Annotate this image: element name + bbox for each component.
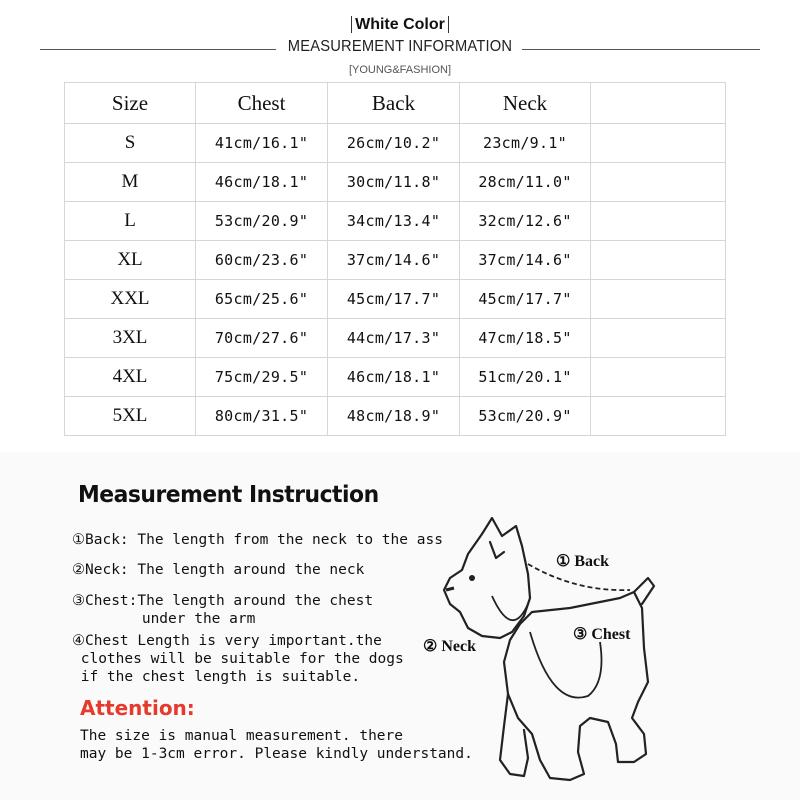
back-cell: 26cm/10.2" — [328, 124, 460, 163]
column-header-empty — [591, 83, 726, 124]
attention-text: The size is manual measurement. there may be 1-3cm error. Please kindly understand. — [80, 728, 473, 762]
neck-cell: 47cm/18.5" — [460, 319, 591, 358]
back-cell: 30cm/11.8" — [328, 163, 460, 202]
dog-nose — [446, 588, 454, 590]
empty-cell — [591, 163, 726, 202]
size-chart-table — [64, 82, 726, 436]
chest-cell: 46cm/18.1" — [196, 163, 328, 202]
diagram-neck-label: ② Neck — [423, 638, 476, 655]
instruction-title: Measurement Instruction — [78, 482, 379, 508]
page-title: MEASUREMENT INFORMATION — [287, 38, 513, 55]
instruction-chest-length: ④Chest Length is very important.the clothes will be suitable for the dogs if the chest length is suitable. — [72, 633, 404, 685]
empty-cell — [591, 241, 726, 280]
back-cell: 45cm/17.7" — [328, 280, 460, 319]
chest-cell: 65cm/25.6" — [196, 280, 328, 319]
back-cell: 44cm/17.3" — [328, 319, 460, 358]
size-cell: L — [65, 202, 196, 241]
size-cell: S — [65, 124, 196, 163]
back-cell: 34cm/13.4" — [328, 202, 460, 241]
column-header-size: Size — [65, 83, 196, 124]
size-cell: 3XL — [65, 319, 196, 358]
back-cell: 37cm/14.6" — [328, 241, 460, 280]
instruction-neck: ②Neck: The length around the neck — [72, 562, 365, 578]
instruction-back: ①Back: The length from the neck to the ass — [72, 532, 443, 548]
table-row — [65, 124, 726, 163]
empty-cell — [591, 280, 726, 319]
heading-rule-right — [522, 49, 760, 50]
measurement-heading — [40, 38, 760, 62]
dog-eye — [469, 575, 475, 581]
table-row — [65, 241, 726, 280]
table-row — [65, 163, 726, 202]
dog-outline-illustration — [420, 512, 680, 802]
empty-cell — [591, 358, 726, 397]
column-header-back: Back — [328, 83, 460, 124]
diagram-back-label: ① Back — [556, 553, 610, 570]
color-label — [0, 16, 800, 34]
chest-cell: 60cm/23.6" — [196, 241, 328, 280]
page-subtitle: [YOUNG&FASHION] — [348, 64, 452, 76]
table-row — [65, 202, 726, 241]
chest-cell: 41cm/16.1" — [196, 124, 328, 163]
size-cell: 4XL — [65, 358, 196, 397]
chest-cell: 53cm/20.9" — [196, 202, 328, 241]
size-cell: M — [65, 163, 196, 202]
neck-cell: 23cm/9.1" — [460, 124, 591, 163]
neck-cell: 37cm/14.6" — [460, 241, 591, 280]
chest-cell: 80cm/31.5" — [196, 397, 328, 436]
attention-title: Attention: — [80, 696, 195, 720]
empty-cell — [591, 319, 726, 358]
neck-cell: 32cm/12.6" — [460, 202, 591, 241]
size-cell: XL — [65, 241, 196, 280]
table-row — [65, 319, 726, 358]
chest-cell: 70cm/27.6" — [196, 319, 328, 358]
neck-cell: 45cm/17.7" — [460, 280, 591, 319]
diagram-chest-label: ③ Chest — [573, 626, 631, 643]
empty-cell — [591, 202, 726, 241]
size-cell: 5XL — [65, 397, 196, 436]
neck-cell: 53cm/20.9" — [460, 397, 591, 436]
empty-cell — [591, 124, 726, 163]
color-label-text: White Color — [351, 16, 449, 33]
table-row — [65, 397, 726, 436]
dog-body-outline — [504, 592, 648, 780]
instruction-chest: ③Chest:The length around the chest under the arm — [72, 593, 374, 627]
table-row — [65, 280, 726, 319]
back-cell: 46cm/18.1" — [328, 358, 460, 397]
table-row — [65, 358, 726, 397]
table-header-row — [65, 83, 726, 124]
back-cell: 48cm/18.9" — [328, 397, 460, 436]
table-body — [65, 124, 726, 436]
size-cell: XXL — [65, 280, 196, 319]
column-header-chest: Chest — [196, 83, 328, 124]
empty-cell — [591, 397, 726, 436]
dog-ear-detail — [490, 542, 504, 558]
column-header-neck: Neck — [460, 83, 591, 124]
chest-cell: 75cm/29.5" — [196, 358, 328, 397]
neck-cell: 51cm/20.1" — [460, 358, 591, 397]
neck-cell: 28cm/11.0" — [460, 163, 591, 202]
